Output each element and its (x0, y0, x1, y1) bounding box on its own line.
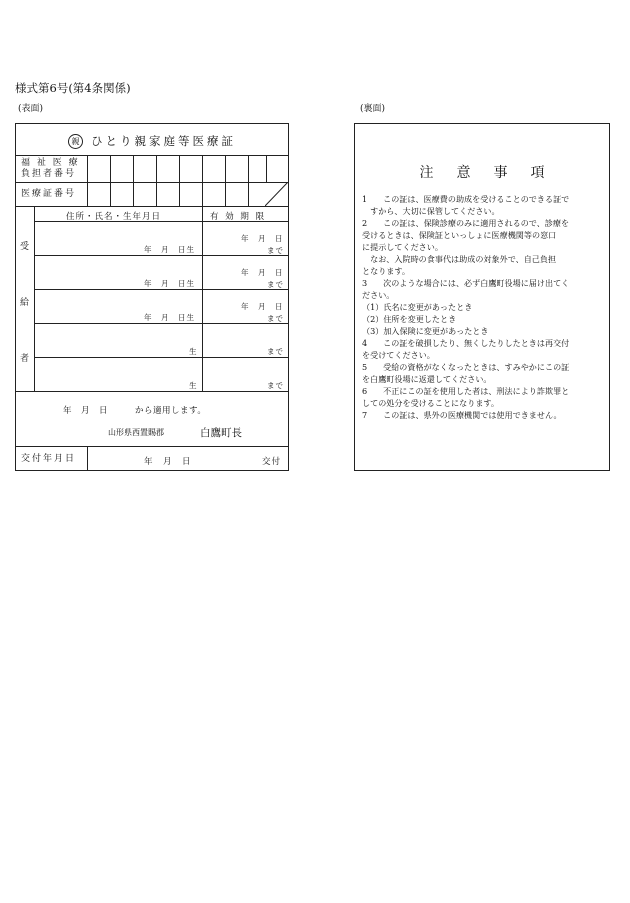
notice-text: ださい。 (362, 290, 395, 300)
notice-text: （1）氏名に変更があったとき (362, 302, 473, 312)
side-label-3: 者 (20, 354, 30, 364)
front-side-label: (表面) (18, 104, 44, 114)
notice-line (362, 313, 608, 325)
side-label-1: 受 (20, 242, 30, 252)
notice-line (362, 409, 608, 421)
grid-line (87, 155, 88, 206)
grid-line (248, 155, 249, 206)
birth-date-row2: 年 月 日生 (144, 279, 195, 288)
issue-date-label: 交付年月日 (21, 454, 77, 464)
welfare-label-line1: 福 祉 医 療 (21, 158, 80, 168)
notice-line (362, 301, 608, 313)
notice-line (362, 205, 608, 217)
medical-certificate-back (354, 123, 610, 471)
valid-until-row5: まで (267, 381, 284, 390)
notice-line (362, 193, 608, 205)
name-column-header: 住所・氏名・生年月日 (66, 212, 162, 222)
card-title (16, 133, 288, 149)
notice-number: 6 (362, 386, 368, 396)
notice-text: （3）加入保険に変更があったとき (362, 326, 489, 336)
notice-text: 次のような場合には、必ず白鷹町役場に届け出てく (375, 278, 570, 288)
notice-line (362, 349, 608, 361)
welfare-number-label (21, 158, 80, 180)
certificate-number-label: 医療証番号 (21, 189, 77, 199)
notice-text: 不正にこの証を使用した者は、刑法により詐欺罪と (375, 386, 570, 396)
grid-line (87, 446, 88, 471)
valid-date-row1: 年 月 日 (241, 234, 284, 243)
birth-date-row3: 年 月 日生 (144, 313, 195, 322)
notice-line (362, 397, 608, 409)
notice-line (362, 361, 608, 373)
notice-text: この証は、医療費の助成を受けることのできる証で (375, 194, 570, 204)
notice-number: 7 (362, 410, 368, 420)
issuer-title: 白鷹町長 (200, 427, 242, 439)
grid-line (133, 155, 134, 206)
notice-number: 1 (362, 194, 368, 204)
notice-line (362, 385, 608, 397)
validity-column-header: 有 効 期 限 (210, 212, 267, 222)
notice-line (362, 217, 608, 229)
valid-until-row2: まで (267, 280, 284, 289)
notice-text: この証は、保険診療のみに適用されるので、診療を (375, 218, 570, 228)
grid-line (110, 155, 111, 206)
birth-row5: 生 (189, 381, 198, 390)
issue-date-value: 年 月 日 (144, 457, 192, 467)
notice-line (362, 253, 608, 265)
notice-line (362, 337, 608, 349)
form-title: 様式第6号(第4条関係) (15, 81, 131, 95)
grid-line (225, 155, 226, 206)
grid-line (202, 155, 203, 206)
welfare-label-line2: 負担者番号 (21, 169, 77, 179)
issue-suffix: 交付 (262, 457, 282, 467)
divider (34, 323, 288, 324)
divider (16, 391, 288, 392)
notice-text: すから、大切に保管してください。 (362, 206, 500, 216)
application-text: 年 月 日 から適用します。 (63, 406, 207, 416)
notice-text: この証は、県外の医療機関では使用できません。 (375, 410, 562, 420)
notice-title: 注意事項 (419, 165, 568, 181)
divider (16, 446, 288, 447)
notice-number: 5 (362, 362, 368, 372)
grid-line (156, 155, 157, 206)
notice-line (362, 325, 608, 337)
valid-until-row4: まで (267, 347, 284, 356)
divider (16, 206, 288, 207)
circled-oya-mark: 親 (68, 134, 83, 149)
notice-text: （2）住所を変更したとき (362, 314, 457, 324)
notice-line (362, 265, 608, 277)
grid-line (266, 155, 267, 182)
notice-text: 受けるときは、保険証といっしょに医療機関等の窓口 (362, 230, 557, 240)
diagonal-strike (265, 182, 289, 207)
birth-date-row1: 年 月 日生 (144, 245, 195, 254)
divider (34, 357, 288, 358)
notice-list (362, 193, 608, 421)
grid-line (34, 206, 35, 391)
card-title-text: ひとり親家庭等医療証 (91, 134, 236, 148)
notice-text: しての処分を受けることになります。 (362, 398, 499, 408)
notice-text: を白鷹町役場に返還してください。 (362, 374, 492, 384)
notice-text: を受けてください。 (362, 350, 435, 360)
valid-date-row3: 年 月 日 (241, 302, 284, 311)
birth-row4: 生 (189, 347, 198, 356)
notice-line (362, 289, 608, 301)
divider (34, 289, 288, 290)
notice-text: 受給の資格がなくなったときは、すみやかにこの証 (375, 362, 570, 372)
issuer-region: 山形県西置賜郡 (108, 428, 164, 437)
grid-line (179, 155, 180, 206)
medical-certificate-front (15, 123, 289, 471)
notice-text: に提示してください。 (362, 242, 443, 252)
notice-text: この証を破損したり、無くしたりしたときは再交付 (375, 338, 570, 348)
notice-text: なお、入院時の食事代は助成の対象外で、自己負担 (362, 254, 557, 264)
valid-date-row2: 年 月 日 (241, 268, 284, 277)
valid-until-row3: まで (267, 314, 284, 323)
side-label-2: 給 (20, 298, 30, 308)
notice-line (362, 241, 608, 253)
divider (34, 255, 288, 256)
notice-line (362, 229, 608, 241)
notice-number: 4 (362, 338, 368, 348)
notice-number: 2 (362, 218, 368, 228)
notice-number: 3 (362, 278, 368, 288)
notice-line (362, 277, 608, 289)
notice-text: となります。 (362, 266, 410, 276)
valid-until-row1: まで (267, 246, 284, 255)
notice-line (362, 373, 608, 385)
grid-line (202, 206, 203, 391)
back-side-label: (裏面) (360, 104, 386, 114)
